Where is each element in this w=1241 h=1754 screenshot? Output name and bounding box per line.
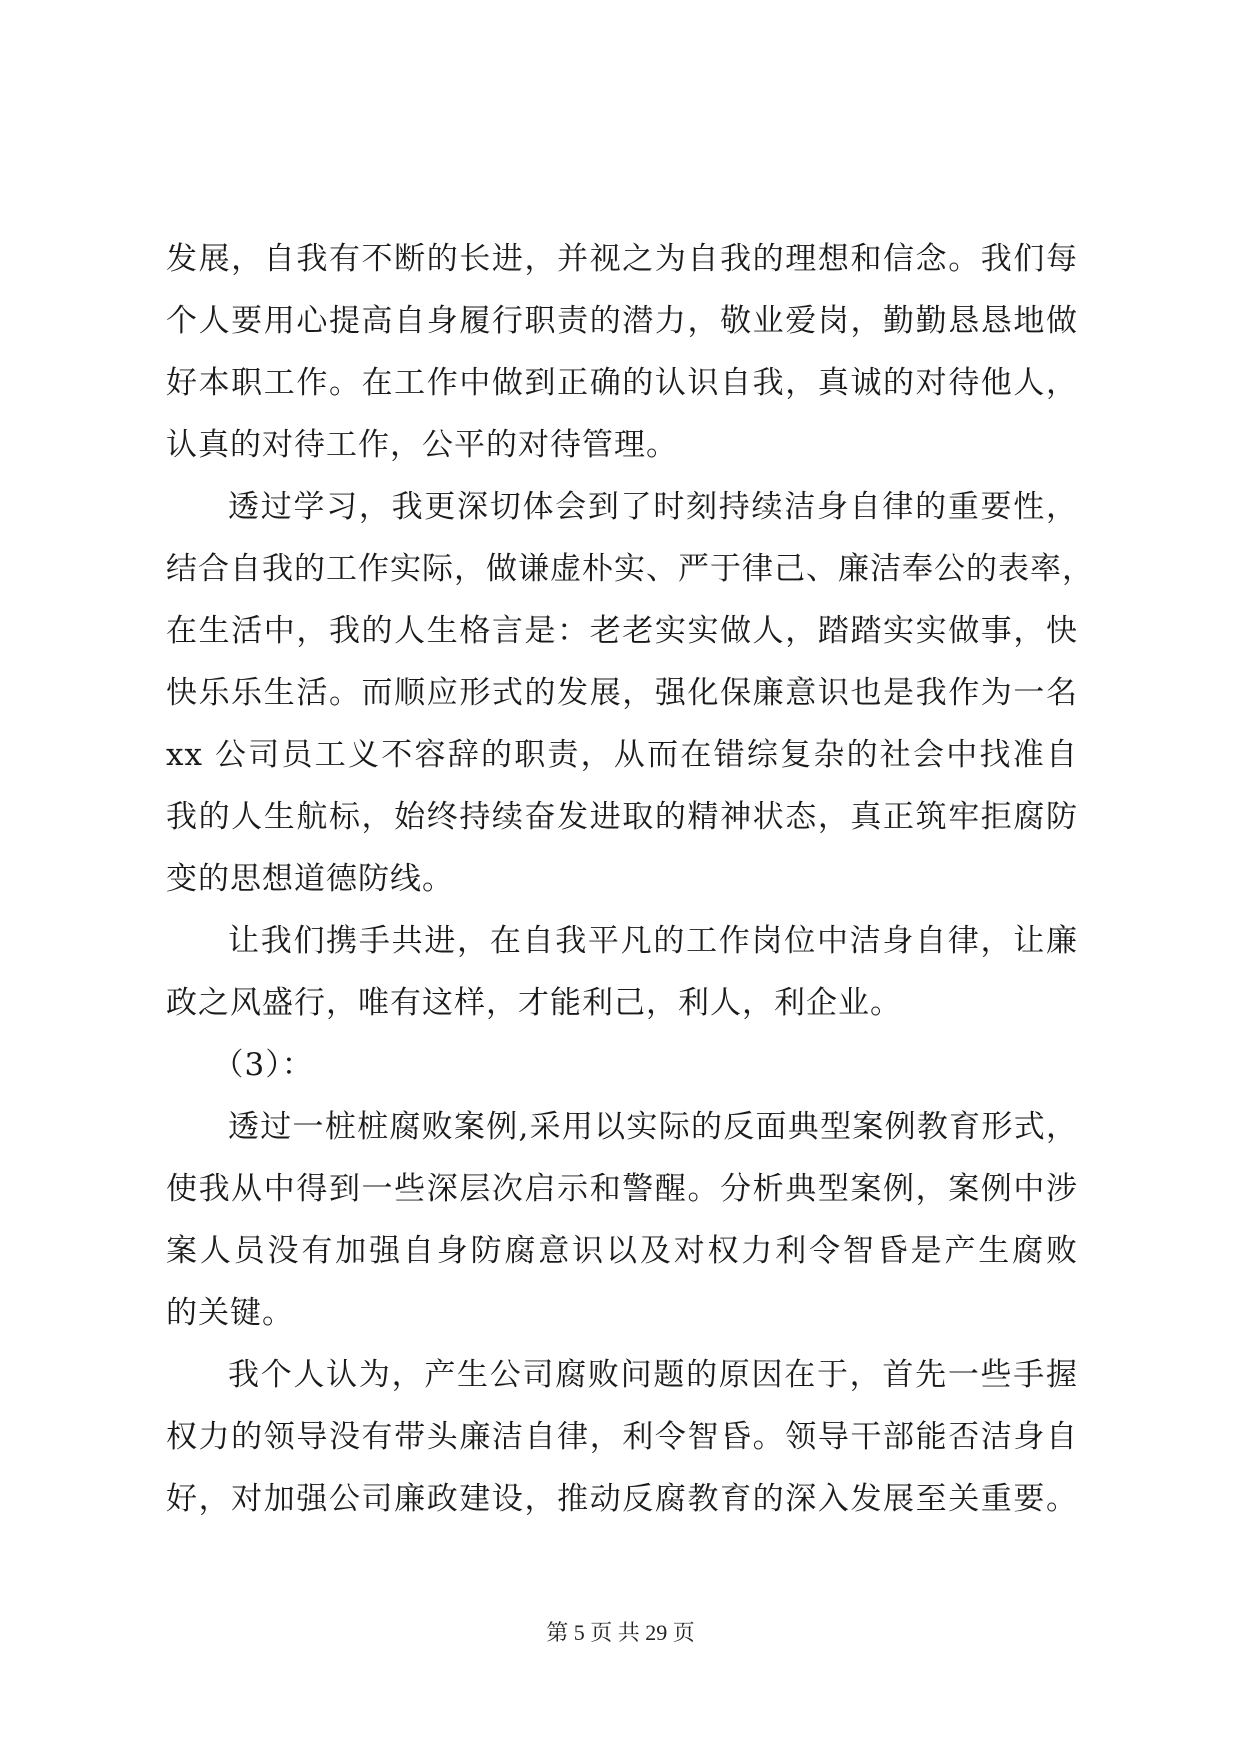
text-line: 个人要用心提高自身履行职责的潜力，敬业爱岗，勤勤恳恳地做	[166, 303, 1078, 339]
page-number-footer: 第 5 页 共 29 页	[546, 1620, 695, 1645]
text-line: 我的人生航标，始终持续奋发进取的精神状态，真正筑牢拒腐防	[166, 799, 1078, 835]
text-line: 快乐乐生活。而顺应形式的发展，强化保廉意识也是我作为一名	[166, 675, 1078, 711]
text-line: 结合自我的工作实际，做谦虚朴实、严于律己、廉洁奉公的表率，	[166, 551, 1094, 587]
text-line: xx 公司员工义不容辞的职责，从而在错综复杂的社会中找准自	[166, 737, 1078, 773]
text-line: 好本职工作。在工作中做到正确的认识自我，真诚的对待他人，	[166, 365, 1078, 401]
document-body	[166, 228, 1094, 1530]
text-line: 案人员没有加强自身防腐意识以及对权力利令智昏是产生腐败	[166, 1233, 1078, 1269]
text-line: 发展，自我有不断的长进，并视之为自我的理想和信念。我们每	[166, 241, 1078, 277]
text-line: 的关键。	[166, 1295, 294, 1331]
text-line: 在生活中，我的人生格言是：老老实实做人，踏踏实实做事，快	[166, 613, 1078, 649]
text-line: 政之风盛行，唯有这样，才能利己，利人，利企业。	[166, 985, 902, 1021]
text-line: （3）：	[212, 1047, 314, 1083]
text-line: 使我从中得到一些深层次启示和警醒。分析典型案例，案例中涉	[166, 1171, 1078, 1207]
text-line: 让我们携手共进，在自我平凡的工作岗位中洁身自律，让廉	[228, 923, 1078, 959]
text-line: 透过一桩桩腐败案例,采用以实际的反面典型案例教育形式，	[228, 1109, 1078, 1145]
text-line: 透过学习，我更深切体会到了时刻持续洁身自律的重要性，	[228, 489, 1078, 525]
text-line: 权力的领导没有带头廉洁自律，利令智昏。领导干部能否洁身自	[166, 1419, 1078, 1455]
text-line: 好，对加强公司廉政建设，推动反腐教育的深入发展至关重要。	[166, 1481, 1078, 1517]
text-line: 我个人认为，产生公司腐败问题的原因在于，首先一些手握	[228, 1357, 1078, 1393]
text-line: 认真的对待工作，公平的对待管理。	[166, 427, 678, 463]
text-line: 变的思想道德防线。	[166, 861, 454, 897]
